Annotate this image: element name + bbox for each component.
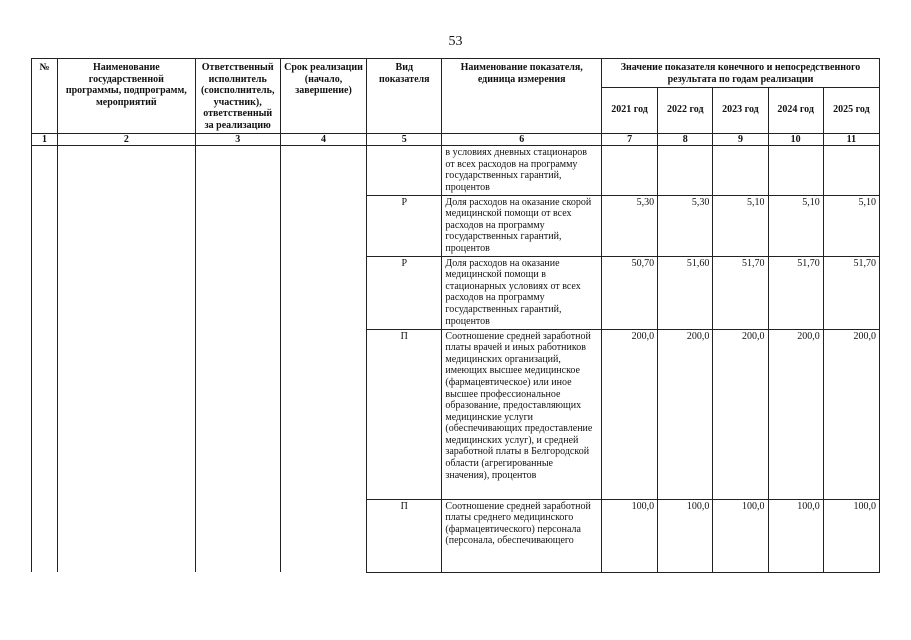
column-number-row — [32, 133, 880, 146]
table-row — [32, 146, 880, 195]
value-cell: 200,0 — [713, 329, 768, 499]
column-number: 7 — [601, 133, 657, 146]
indicator-table — [31, 58, 880, 573]
executor-cell — [195, 146, 280, 572]
column-number: 4 — [280, 133, 366, 146]
indicator-cell: Доля расходов на оказание медицинской помощи в стационарных условиях от всех расходов на программу государственных гарантий, процентов — [442, 256, 602, 329]
value-cell — [768, 146, 823, 195]
value-cell: 200,0 — [601, 329, 657, 499]
value-cell: 5,30 — [658, 195, 713, 256]
value-cell: 5,10 — [713, 195, 768, 256]
header-program: Наименование государственной программы, подпрограмм, мероприятий — [58, 59, 195, 134]
column-number: 2 — [58, 133, 195, 146]
indicator-cell: Соотношение средней заработной платы среднего медицинского (фармацевтического) персонала (персонала, обеспечивающего — [442, 499, 602, 572]
column-number: 3 — [195, 133, 280, 146]
header-year: 2022 год — [658, 87, 713, 133]
value-cell: 200,0 — [658, 329, 713, 499]
value-cell: 100,0 — [768, 499, 823, 572]
value-cell: 5,10 — [768, 195, 823, 256]
value-cell — [713, 146, 768, 195]
value-cell: 200,0 — [823, 329, 879, 499]
type-cell: П — [367, 329, 442, 499]
header-period: Срок реализации (начало, завершение) — [280, 59, 366, 134]
column-number: 11 — [823, 133, 879, 146]
header-year: 2024 год — [768, 87, 823, 133]
type-cell: П — [367, 499, 442, 572]
header-year: 2023 год — [713, 87, 768, 133]
value-cell: 51,70 — [768, 256, 823, 329]
type-cell — [367, 146, 442, 195]
header-type: Вид показателя — [367, 59, 442, 134]
indicator-cell: Соотношение средней заработной платы врачей и иных работников медицинских организаций, имеющих высшее медицинское (фармацевтическое) или иное высшее профессиональное образование, предоставляющих медицинские услуги (обеспечивающих предоставление медицинских услуг), и средней заработной платы в Белгородской области (агрегированные значения), процентов — [442, 329, 602, 499]
num-cell — [32, 146, 58, 572]
value-cell — [823, 146, 879, 195]
value-cell: 5,10 — [823, 195, 879, 256]
value-cell: 51,60 — [658, 256, 713, 329]
period-cell — [280, 146, 366, 572]
value-cell: 100,0 — [601, 499, 657, 572]
value-cell: 51,70 — [713, 256, 768, 329]
value-cell: 5,30 — [601, 195, 657, 256]
page-number: 53 — [448, 34, 463, 49]
value-cell: 51,70 — [823, 256, 879, 329]
program-cell — [58, 146, 195, 572]
column-number: 6 — [442, 133, 602, 146]
indicator-cell: в условиях дневных стационаров от всех расходов на программу государственных гарантий, процентов — [442, 146, 602, 195]
header-num: № — [32, 59, 58, 134]
value-cell: 100,0 — [658, 499, 713, 572]
header-executor: Ответственный исполнитель (соисполнитель, участник), ответственный за реализацию — [195, 59, 280, 134]
header-row — [32, 59, 880, 88]
type-cell: Р — [367, 195, 442, 256]
value-cell: 100,0 — [823, 499, 879, 572]
type-cell: Р — [367, 256, 442, 329]
column-number: 10 — [768, 133, 823, 146]
column-number: 1 — [32, 133, 58, 146]
indicator-cell: Доля расходов на оказание скорой медицинской помощи от всех расходов на программу государственных гарантий, процентов — [442, 195, 602, 256]
value-cell — [658, 146, 713, 195]
header-year: 2021 год — [601, 87, 657, 133]
header-values-title: Значение показателя конечного и непосредственного результата по годам реализации — [601, 59, 879, 88]
column-number: 8 — [658, 133, 713, 146]
value-cell: 100,0 — [713, 499, 768, 572]
header-indicator: Наименование показателя, единица измерения — [442, 59, 602, 134]
column-number: 9 — [713, 133, 768, 146]
column-number: 5 — [367, 133, 442, 146]
header-year: 2025 год — [823, 87, 879, 133]
value-cell: 50,70 — [601, 256, 657, 329]
value-cell: 200,0 — [768, 329, 823, 499]
value-cell — [601, 146, 657, 195]
